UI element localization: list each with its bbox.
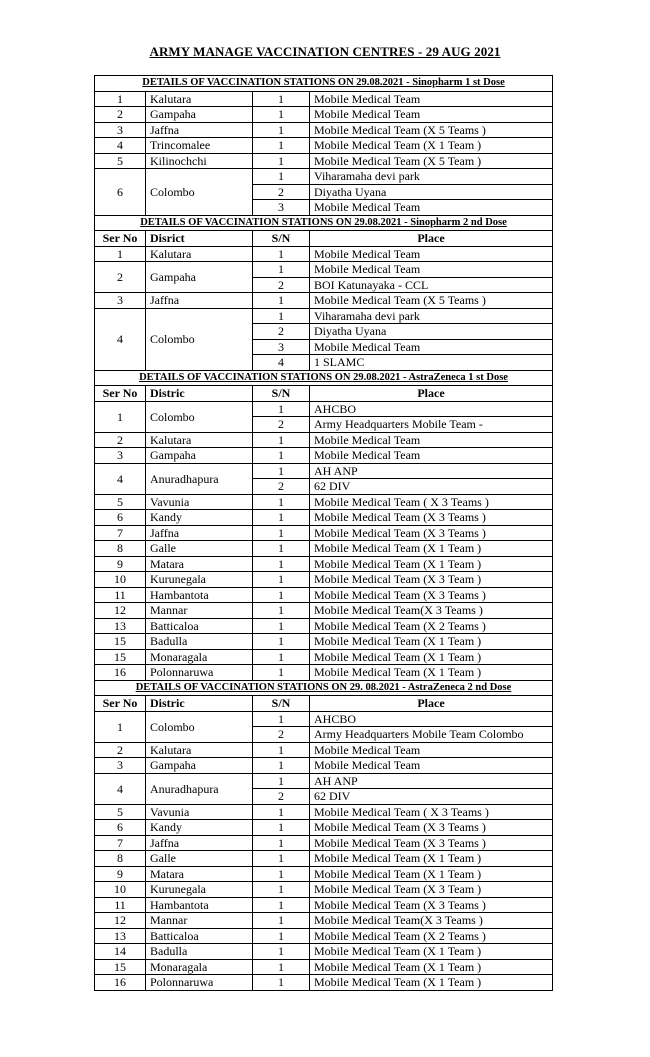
table-row (95, 975, 553, 991)
district-cell: Trincomalee (146, 138, 253, 154)
sn-cell: 2 (253, 479, 310, 495)
district-cell: Jaffna (146, 525, 253, 541)
ser-no-cell: 11 (95, 897, 146, 913)
district-cell: Badulla (146, 944, 253, 960)
district-cell: Gampaha (146, 107, 253, 123)
sn-cell: 1 (253, 835, 310, 851)
table-row (95, 541, 553, 557)
page-title: ARMY MANAGE VACCINATION CENTRES - 29 AUG 2021 (149, 44, 501, 59)
table-row (95, 587, 553, 603)
district-cell: Gampaha (146, 758, 253, 774)
ser-no-cell: 7 (95, 835, 146, 851)
column-header-row (95, 386, 553, 402)
sn-cell: 1 (253, 401, 310, 417)
place-cell: Mobile Medical Team ( X 3 Teams ) (310, 494, 553, 510)
ser-no-cell: 6 (95, 820, 146, 836)
place-cell: Mobile Medical Team ( X 3 Teams ) (310, 804, 553, 820)
ser-no-cell: 12 (95, 603, 146, 619)
district-cell: Gampaha (146, 448, 253, 464)
table-row (95, 959, 553, 975)
header-ser-no: Ser No (95, 231, 146, 247)
table-row (95, 246, 553, 262)
ser-no-cell: 3 (95, 293, 146, 309)
ser-no-cell: 3 (95, 448, 146, 464)
sn-cell: 1 (253, 169, 310, 185)
header-place: Place (310, 231, 553, 247)
place-cell: Mobile Medical Team (310, 758, 553, 774)
district-cell: Kurunegala (146, 572, 253, 588)
table-row (95, 820, 553, 836)
place-cell: Mobile Medical Team (X 3 Teams ) (310, 835, 553, 851)
place-cell: Mobile Medical Team (X 1 Team ) (310, 851, 553, 867)
table-row (95, 913, 553, 929)
district-cell: Polonnaruwa (146, 665, 253, 681)
sn-cell: 1 (253, 804, 310, 820)
ser-no-cell: 2 (95, 262, 146, 293)
header-ser-no: Ser No (95, 386, 146, 402)
district-cell: Kalutara (146, 432, 253, 448)
table-row (95, 851, 553, 867)
table-row (95, 944, 553, 960)
table-row (95, 897, 553, 913)
sn-cell: 1 (253, 897, 310, 913)
place-cell: Mobile Medical Team (X 3 Teams ) (310, 587, 553, 603)
place-cell: Mobile Medical Team (X 5 Teams ) (310, 122, 553, 138)
district-cell: Hambantota (146, 587, 253, 603)
district-cell: Gampaha (146, 262, 253, 293)
place-cell: Mobile Medical Team (X 3 Teams ) (310, 510, 553, 526)
place-cell: Army Headquarters Mobile Team - (310, 417, 553, 433)
ser-no-cell: 5 (95, 804, 146, 820)
place-cell: Diyatha Uyana (310, 184, 553, 200)
ser-no-cell: 8 (95, 851, 146, 867)
district-cell: Anuradhapura (146, 773, 253, 804)
district-cell: Matara (146, 866, 253, 882)
district-cell: Galle (146, 851, 253, 867)
ser-no-cell: 13 (95, 928, 146, 944)
ser-no-cell: 1 (95, 401, 146, 432)
vaccination-table (94, 75, 553, 991)
place-cell: Mobile Medical Team (X 3 Team ) (310, 882, 553, 898)
table-row (95, 618, 553, 634)
table-row (95, 603, 553, 619)
place-cell: Mobile Medical Team (X 3 Teams ) (310, 820, 553, 836)
table-row (95, 572, 553, 588)
district-cell: Batticaloa (146, 928, 253, 944)
district-cell: Colombo (146, 711, 253, 742)
header-place: Place (310, 386, 553, 402)
ser-no-cell: 14 (95, 944, 146, 960)
sn-cell: 1 (253, 820, 310, 836)
table-row (95, 308, 553, 324)
place-cell: Mobile Medical Team (310, 432, 553, 448)
place-cell: Army Headquarters Mobile Team Colombo (310, 727, 553, 743)
ser-no-cell: 11 (95, 587, 146, 603)
column-header-row (95, 231, 553, 247)
ser-no-cell: 2 (95, 107, 146, 123)
ser-no-cell: 8 (95, 541, 146, 557)
sn-cell: 3 (253, 200, 310, 216)
table-row (95, 665, 553, 681)
table-row (95, 773, 553, 789)
sn-cell: 1 (253, 959, 310, 975)
district-cell: Vavunia (146, 804, 253, 820)
sn-cell: 1 (253, 432, 310, 448)
section-title-row (95, 76, 553, 92)
place-cell: Mobile Medical Team (X 1 Team ) (310, 556, 553, 572)
ser-no-cell: 5 (95, 153, 146, 169)
ser-no-cell: 5 (95, 494, 146, 510)
header-district: Disrict (146, 231, 253, 247)
sn-cell: 4 (253, 355, 310, 371)
place-cell: Mobile Medical Team (X 3 Teams ) (310, 897, 553, 913)
sn-cell: 1 (253, 913, 310, 929)
sn-cell: 1 (253, 711, 310, 727)
ser-no-cell: 4 (95, 138, 146, 154)
sn-cell: 1 (253, 587, 310, 603)
district-cell: Jaffna (146, 293, 253, 309)
district-cell: Kurunegala (146, 882, 253, 898)
sn-cell: 1 (253, 649, 310, 665)
place-cell: Mobile Medical Team (310, 262, 553, 278)
district-cell: Anuradhapura (146, 463, 253, 494)
table-row (95, 758, 553, 774)
table-row (95, 122, 553, 138)
place-cell: Mobile Medical Team (310, 107, 553, 123)
header-sn: S/N (253, 696, 310, 712)
table-row (95, 262, 553, 278)
column-header-row (95, 696, 553, 712)
place-cell: Viharamaha devi park (310, 169, 553, 185)
district-cell: Kandy (146, 510, 253, 526)
place-cell: Mobile Medical Team (310, 448, 553, 464)
place-cell: Mobile Medical Team (X 1 Team ) (310, 866, 553, 882)
place-cell: Mobile Medical Team (X 3 Teams ) (310, 525, 553, 541)
sn-cell: 2 (253, 277, 310, 293)
sn-cell: 2 (253, 417, 310, 433)
table-row (95, 556, 553, 572)
ser-no-cell: 6 (95, 169, 146, 216)
sn-cell: 1 (253, 494, 310, 510)
sn-cell: 1 (253, 91, 310, 107)
place-cell: Diyatha Uyana (310, 324, 553, 340)
sn-cell: 1 (253, 448, 310, 464)
ser-no-cell: 7 (95, 525, 146, 541)
sn-cell: 1 (253, 107, 310, 123)
place-cell: Mobile Medical Team (X 1 Team ) (310, 634, 553, 650)
sn-cell: 1 (253, 138, 310, 154)
sn-cell: 1 (253, 618, 310, 634)
sn-cell: 1 (253, 634, 310, 650)
district-cell: Kandy (146, 820, 253, 836)
table-row (95, 432, 553, 448)
place-cell: Mobile Medical Team (310, 200, 553, 216)
ser-no-cell: 15 (95, 959, 146, 975)
place-cell: Mobile Medical Team (310, 742, 553, 758)
district-cell: Kilinochchi (146, 153, 253, 169)
ser-no-cell: 2 (95, 432, 146, 448)
header-sn: S/N (253, 386, 310, 402)
place-cell: BOI Katunayaka - CCL (310, 277, 553, 293)
table-row (95, 804, 553, 820)
district-cell: Jaffna (146, 122, 253, 138)
sn-cell: 1 (253, 758, 310, 774)
place-cell: AH ANP (310, 463, 553, 479)
place-cell: Mobile Medical Team (X 1 Team ) (310, 665, 553, 681)
district-cell: Mannar (146, 913, 253, 929)
table-row (95, 634, 553, 650)
table-row (95, 401, 553, 417)
ser-no-cell: 3 (95, 122, 146, 138)
place-cell: Mobile Medical Team (X 5 Teams ) (310, 293, 553, 309)
table-row (95, 510, 553, 526)
place-cell: AH ANP (310, 773, 553, 789)
sn-cell: 2 (253, 184, 310, 200)
district-cell: Monaragala (146, 959, 253, 975)
table-row (95, 649, 553, 665)
ser-no-cell: 9 (95, 556, 146, 572)
ser-no-cell: 2 (95, 742, 146, 758)
sn-cell: 1 (253, 463, 310, 479)
district-cell: Hambantota (146, 897, 253, 913)
place-cell: 1 SLAMC (310, 355, 553, 371)
header-ser-no: Ser No (95, 696, 146, 712)
place-cell: Mobile Medical Team(X 3 Teams ) (310, 603, 553, 619)
header-sn: S/N (253, 231, 310, 247)
header-place: Place (310, 696, 553, 712)
sn-cell: 2 (253, 324, 310, 340)
section-title-row (95, 215, 553, 231)
place-cell: Mobile Medical Team (X 1 Team ) (310, 138, 553, 154)
district-cell: Badulla (146, 634, 253, 650)
section-title: DETAILS OF VACCINATION STATIONS ON 29.08.2021 - Sinopharm 2 nd Dose (95, 215, 553, 231)
table-row (95, 882, 553, 898)
ser-no-cell: 6 (95, 510, 146, 526)
section-title-row (95, 370, 553, 386)
section-title-row (95, 680, 553, 696)
table-row (95, 835, 553, 851)
ser-no-cell: 3 (95, 758, 146, 774)
table-row (95, 866, 553, 882)
sn-cell: 1 (253, 246, 310, 262)
place-cell: Mobile Medical Team (310, 339, 553, 355)
place-cell: Mobile Medical Team (X 5 Team ) (310, 153, 553, 169)
place-cell: AHCBO (310, 401, 553, 417)
ser-no-cell: 13 (95, 618, 146, 634)
district-cell: Kalutara (146, 246, 253, 262)
place-cell: 62 DIV (310, 789, 553, 805)
table-row (95, 742, 553, 758)
sn-cell: 2 (253, 789, 310, 805)
sn-cell: 1 (253, 603, 310, 619)
sn-cell: 1 (253, 541, 310, 557)
table-row (95, 91, 553, 107)
sn-cell: 1 (253, 122, 310, 138)
header-district: Distric (146, 696, 253, 712)
ser-no-cell: 15 (95, 649, 146, 665)
section-title: DETAILS OF VACCINATION STATIONS ON 29.08.2021 - Sinopharm 1 st Dose (95, 76, 553, 92)
ser-no-cell: 4 (95, 463, 146, 494)
table-row (95, 463, 553, 479)
ser-no-cell: 4 (95, 308, 146, 370)
district-cell: Matara (146, 556, 253, 572)
place-cell: Mobile Medical Team (310, 91, 553, 107)
sn-cell: 1 (253, 851, 310, 867)
sn-cell: 1 (253, 293, 310, 309)
sn-cell: 1 (253, 866, 310, 882)
district-cell: Mannar (146, 603, 253, 619)
place-cell: Mobile Medical Team (X 2 Teams ) (310, 618, 553, 634)
ser-no-cell: 1 (95, 91, 146, 107)
sn-cell: 1 (253, 153, 310, 169)
sn-cell: 1 (253, 510, 310, 526)
place-cell: Mobile Medical Team (X 1 Team ) (310, 975, 553, 991)
ser-no-cell: 4 (95, 773, 146, 804)
sn-cell: 1 (253, 882, 310, 898)
district-cell: Colombo (146, 401, 253, 432)
table-row (95, 448, 553, 464)
sn-cell: 1 (253, 665, 310, 681)
district-cell: Galle (146, 541, 253, 557)
table-row (95, 525, 553, 541)
table-row (95, 153, 553, 169)
place-cell: AHCBO (310, 711, 553, 727)
sn-cell: 2 (253, 727, 310, 743)
district-cell: Monaragala (146, 649, 253, 665)
district-cell: Kalutara (146, 742, 253, 758)
district-cell: Colombo (146, 169, 253, 216)
district-cell: Kalutara (146, 91, 253, 107)
section-title: DETAILS OF VACCINATION STATIONS ON 29.08.2021 - AstraZeneca 1 st Dose (95, 370, 553, 386)
sn-cell: 1 (253, 525, 310, 541)
district-cell: Polonnaruwa (146, 975, 253, 991)
place-cell: Mobile Medical Team (X 3 Team ) (310, 572, 553, 588)
ser-no-cell: 1 (95, 711, 146, 742)
sn-cell: 1 (253, 262, 310, 278)
ser-no-cell: 16 (95, 665, 146, 681)
place-cell: Mobile Medical Team (X 1 Team ) (310, 541, 553, 557)
sn-cell: 1 (253, 308, 310, 324)
ser-no-cell: 15 (95, 634, 146, 650)
ser-no-cell: 9 (95, 866, 146, 882)
table-row (95, 107, 553, 123)
place-cell: Mobile Medical Team(X 3 Teams ) (310, 913, 553, 929)
section-title: DETAILS OF VACCINATION STATIONS ON 29. 08.2021 - AstraZeneca 2 nd Dose (95, 680, 553, 696)
place-cell: Mobile Medical Team (X 1 Team ) (310, 944, 553, 960)
place-cell: Mobile Medical Team (X 1 Team ) (310, 959, 553, 975)
place-cell: Viharamaha devi park (310, 308, 553, 324)
table-row (95, 928, 553, 944)
table-row (95, 494, 553, 510)
table-row (95, 711, 553, 727)
table-row (95, 138, 553, 154)
header-district: Distric (146, 386, 253, 402)
sn-cell: 1 (253, 773, 310, 789)
ser-no-cell: 10 (95, 882, 146, 898)
sn-cell: 1 (253, 928, 310, 944)
ser-no-cell: 1 (95, 246, 146, 262)
place-cell: Mobile Medical Team (X 2 Teams ) (310, 928, 553, 944)
district-cell: Jaffna (146, 835, 253, 851)
place-cell: Mobile Medical Team (X 1 Team ) (310, 649, 553, 665)
sn-cell: 1 (253, 556, 310, 572)
ser-no-cell: 12 (95, 913, 146, 929)
sn-cell: 1 (253, 572, 310, 588)
sn-cell: 1 (253, 742, 310, 758)
sn-cell: 1 (253, 944, 310, 960)
sn-cell: 3 (253, 339, 310, 355)
district-cell: Vavunia (146, 494, 253, 510)
place-cell: 62 DIV (310, 479, 553, 495)
table-row (95, 293, 553, 309)
sn-cell: 1 (253, 975, 310, 991)
ser-no-cell: 16 (95, 975, 146, 991)
district-cell: Colombo (146, 308, 253, 370)
district-cell: Batticaloa (146, 618, 253, 634)
ser-no-cell: 10 (95, 572, 146, 588)
table-row (95, 169, 553, 185)
place-cell: Mobile Medical Team (310, 246, 553, 262)
